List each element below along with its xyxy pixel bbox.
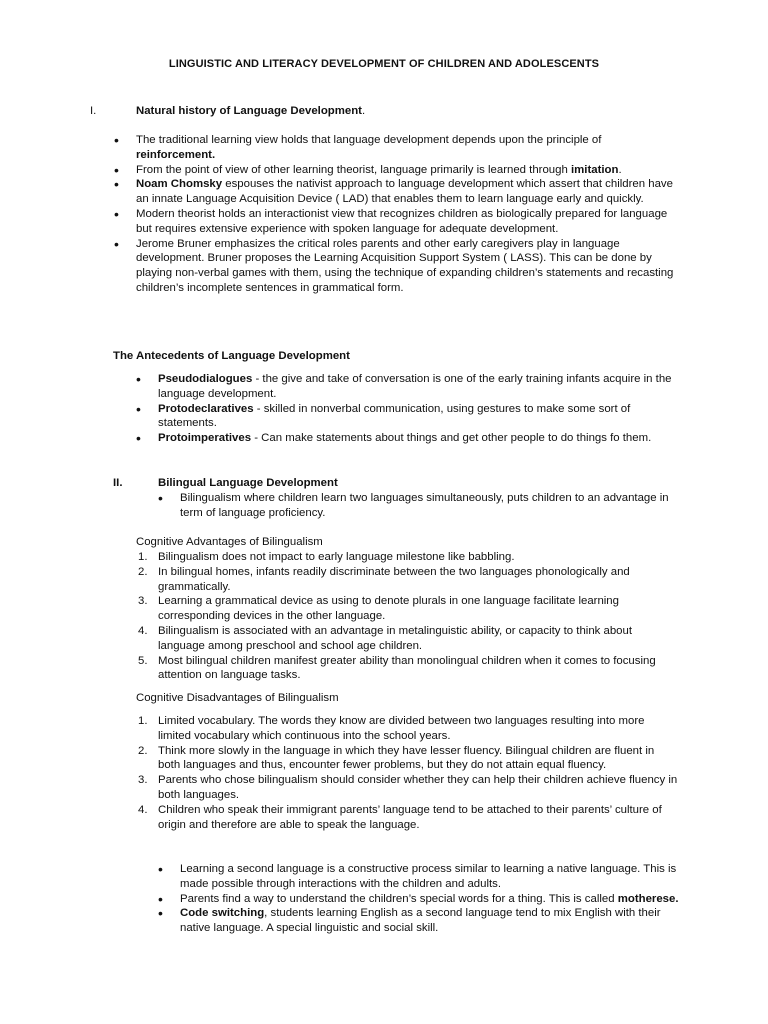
section-1-heading bbox=[136, 104, 365, 119]
item-text: In bilingual homes, infants readily discriminate between the two languages phonologically and grammatically. bbox=[158, 565, 630, 593]
item-number: 2. bbox=[138, 744, 148, 757]
item-text: Children who speak their immigrant parents’ language tend to be attached to their parents’ culture of origin and therefore are able to speak the language. bbox=[158, 803, 662, 831]
section-2-numeral: II. bbox=[113, 477, 123, 489]
antecedents-heading: The Antecedents of Language Development bbox=[113, 350, 350, 362]
item-number: 4. bbox=[138, 624, 148, 637]
section-1-heading-text: Natural history of Language Development bbox=[136, 105, 362, 117]
bullet-text-end: . bbox=[618, 163, 622, 176]
term-definition: - Can make statements about things and get other people to do things fo them. bbox=[251, 432, 652, 445]
item-text: Parents who chose bilingualism should consider whether they can help their children achieve fluency in both languages. bbox=[158, 774, 678, 801]
list-item bbox=[138, 773, 678, 803]
term-definition: - skilled in nonverbal communication, using gestures to make some sort of statements. bbox=[158, 402, 631, 430]
section-2-bullet-list bbox=[180, 491, 670, 521]
item-text: Most bilingual children manifest greater ability than monolingual children when it comes to focusing attention on language tasks. bbox=[158, 654, 656, 682]
list-item bbox=[136, 237, 676, 296]
section-2-heading: Bilingual Language Development bbox=[158, 477, 338, 489]
list-item bbox=[180, 906, 680, 936]
item-text: Learning a grammatical device as using to denote plurals in one language facilitate learning corresponding devices in the other language. bbox=[158, 595, 619, 623]
disadvantages-heading: Cognitive Disadvantages of Bilingualism bbox=[136, 692, 339, 704]
list-item bbox=[180, 892, 680, 907]
list-item bbox=[158, 431, 678, 446]
section-1-heading-period: . bbox=[361, 105, 366, 117]
bullet-bold-text: Code switching bbox=[180, 907, 265, 920]
advantages-heading: Cognitive Advantages of Bilingualism bbox=[136, 536, 323, 548]
item-text: Think more slowly in the language in which they have lesser fluency. Bilingual children are fluent in both languages and thus, encounter fewer problems, but they do not attain equal fluency. bbox=[158, 744, 655, 772]
list-item bbox=[136, 177, 676, 207]
bullet-text-end: , students learning English as a second language tend to mix English with their native language. A special linguistic and social skill. bbox=[180, 907, 661, 935]
item-number: 1. bbox=[138, 715, 148, 727]
list-item bbox=[158, 372, 678, 402]
item-number: 5. bbox=[138, 654, 148, 667]
item-text: Bilingualism is associated with an advantage in metalinguistic ability, or capacity to think about language among preschool and school age children. bbox=[158, 624, 633, 652]
bullet-text: Modern theorist holds an interactionist view that recognizes children as biologically prepared for language but requires extensive experience with spoken language for adequate development. bbox=[136, 207, 668, 235]
list-item bbox=[138, 624, 678, 654]
item-text: Bilingualism does not impact to early language milestone like babbling. bbox=[158, 551, 515, 563]
term: Pseudodialogues bbox=[158, 373, 253, 385]
disadvantages-list bbox=[138, 714, 678, 832]
document-title: LINGUISTIC AND LITERACY DEVELOPMENT OF CHILDREN AND ADOLESCENTS bbox=[168, 58, 600, 70]
list-item bbox=[138, 550, 678, 565]
list-item bbox=[136, 163, 676, 178]
section-1-bullet-list bbox=[136, 133, 676, 296]
item-number: 3. bbox=[138, 774, 148, 787]
bullet-text: Learning a second language is a constructive process similar to learning a native language. This is made possible through interactions with the children and adults. bbox=[180, 863, 677, 890]
bullet-text: Jerome Bruner emphasizes the critical roles parents and other early caregivers play in language development. Bruner proposes the Learning Acquisition Support System ( LASS). This can be done by playing non-verbal games with them, using the technique of expanding children’s statements and recasting children’s incomplete sentences in grammatical form. bbox=[136, 237, 674, 294]
list-item bbox=[138, 803, 678, 833]
advantages-list bbox=[138, 550, 678, 683]
list-item bbox=[138, 714, 678, 744]
final-bullet-list bbox=[180, 862, 680, 936]
item-number: 2. bbox=[138, 565, 148, 578]
list-item bbox=[180, 862, 680, 892]
item-number: 3. bbox=[138, 595, 148, 608]
item-number: 4. bbox=[138, 803, 148, 816]
list-item: • Bilingualism where children learn two languages simultaneously, puts children to an advantage in term of language proficiency. bbox=[180, 491, 670, 521]
bullet-text: Parents find a way to understand the children’s special words for a thing. This is called bbox=[180, 892, 618, 905]
section-1-numeral: I. bbox=[90, 105, 97, 117]
bullet-text-end: espouses the nativist approach to language development which assert that children have an innate Language Acquisition Device ( LAD) that enables them to learn language early and quickly. bbox=[136, 178, 673, 206]
bullet-bold-text: imitation bbox=[570, 163, 619, 176]
term: Protodeclaratives bbox=[158, 402, 254, 415]
bullet-bold-text: Noam Chomsky bbox=[136, 178, 223, 191]
list-item bbox=[138, 654, 678, 684]
term: Protoimperatives bbox=[158, 432, 252, 445]
bullet-bold-text: motherese. bbox=[617, 892, 679, 905]
term-definition: - the give and take of conversation is one of the early training infants acquire in the language development. bbox=[158, 373, 672, 400]
bullet-text: The traditional learning view holds that language development depends upon the principle of bbox=[136, 134, 602, 146]
bullet-text: From the point of view of other learning theorist, language primarily is learned through bbox=[136, 163, 571, 176]
bullet-bold-text: reinforcement. bbox=[136, 148, 216, 161]
list-item bbox=[138, 565, 678, 595]
item-text: Limited vocabulary. The words they know are divided between two languages resulting into more limited vocabulary which continuous into the school years. bbox=[158, 715, 645, 742]
antecedents-list bbox=[158, 372, 678, 446]
list-item bbox=[138, 594, 678, 624]
list-item bbox=[158, 402, 678, 432]
item-number: 1. bbox=[138, 551, 148, 563]
list-item bbox=[136, 133, 676, 163]
list-item bbox=[136, 207, 676, 237]
list-item bbox=[138, 744, 678, 774]
